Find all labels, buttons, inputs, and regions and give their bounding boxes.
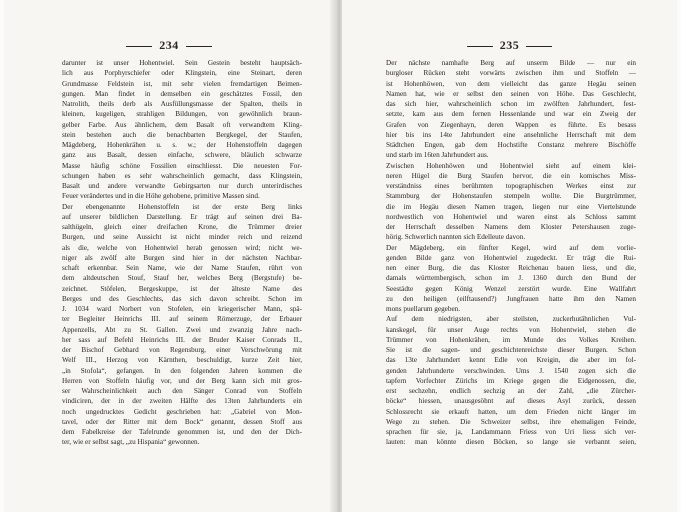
text-line: Sie ist die sagen- und geschichtenreichste dieser Burgen. Schon bbox=[386, 346, 636, 354]
text-line: Feuer verändertes und in die Höhe gehobene, primitive Massen sind. bbox=[62, 192, 260, 201]
text-line: böcke“ hiessen, unausgesöhnt auf dieses Asyl zurück, dessen bbox=[386, 397, 636, 406]
text-line: J. 1034 ward Norbert von Stofelen, ein kriegerischer Mann, spä- bbox=[62, 305, 302, 313]
right-page bbox=[342, 0, 677, 512]
text-line: neren Hügel die Burg Staufen hervor, die ein komisches Miss- bbox=[386, 171, 636, 180]
text-line: her sass auf Befehl Heinrichs III. der Bruder Kaiser Conrads II., bbox=[62, 335, 302, 344]
text-line: lich aus Porphyrschiefer oder Klingstein, eine Steinart, deren bbox=[62, 69, 302, 78]
text-line: das sich hier, wahrscheinlich schon im zwölften Jahrhundert, fest- bbox=[386, 100, 636, 108]
text-line: darunter ist unser Hohentwiel. Sein Gestein besteht hauptsäch- bbox=[62, 59, 302, 67]
text-line: noch ungedrucktes Gedicht geschrieben hat: „Gabriel von Mon- bbox=[62, 407, 302, 416]
folio-rule bbox=[467, 46, 493, 47]
text-line: Berges und des Geschlechts, das sich davon schreibt. Schon im bbox=[62, 294, 302, 303]
text-line: Schlossrecht sie erkauft hatten, um dem Frieden nicht länger im bbox=[386, 407, 636, 416]
text-line: als die, welche von Hohentwiel herab genossen wird; nicht we- bbox=[62, 243, 302, 252]
text-line: Welf III., Herzog von Kärnthen, beschuldigt, kurze Zeit hier, bbox=[62, 356, 302, 365]
right-page-number bbox=[342, 38, 677, 53]
text-line: Der nächste namhafte Berg auf unserm Bilde — nur ein bbox=[386, 59, 636, 67]
right-page-number-value: 235 bbox=[499, 38, 520, 52]
text-line: damals württembergisch, schon im J. 1360 durch den Bund der bbox=[386, 274, 636, 283]
text-line: burgloser Rücken steht vorwärts zwischen ihm und Stoffeln — bbox=[386, 69, 636, 78]
text-line: gungen. Man findet in demselben ein geschätztes Fossil, den bbox=[62, 89, 302, 98]
text-line: niger als zwölf alte Burgen sind hier in der nächsten Nachbar- bbox=[62, 253, 302, 262]
left-page bbox=[4, 0, 334, 512]
left-page-number-value: 234 bbox=[159, 38, 179, 52]
text-line: zu den heiligen (eilftausend?) Jungfrauen hatte ihm den Namen bbox=[386, 294, 636, 303]
text-line: Der Mägdeberg, ein fünfter Kegel, wird auf dem vorlie- bbox=[386, 243, 636, 252]
text-line: Seestädte gegen König Wenzel zerstört wurde. Eine Wallfahrt bbox=[386, 284, 636, 293]
text-line: Grafen von Ziegenhayn, deren Wappen es führte. Es besass bbox=[386, 120, 636, 129]
text-line: „in Stofola“, gefangen. In den folgenden Jahren kommen die bbox=[62, 366, 302, 375]
text-line: genden Jahrhunderte verschwinden. Ums J. 1540 zogen sich die bbox=[386, 366, 636, 375]
text-line: Zwischen Hohenhöwen und Hohentwiel sieht auf einem klei- bbox=[386, 161, 636, 170]
folio-rule bbox=[126, 46, 152, 47]
text-line: Stammburg der Hohenstaufen stempeln wollte. Die Burgtrümmer, bbox=[386, 192, 636, 201]
text-line: der Herrschaft desselben Namens dem Kloster Petershausen zuge- bbox=[386, 223, 636, 231]
text-line: Auf dem niedrigsten, aber steilsten, zuckerhutähnlichen Vul- bbox=[386, 315, 636, 324]
text-line: setzte, kam aus dem fernen Hessenlande und war ein Zweig der bbox=[386, 110, 636, 119]
text-line: sprachen für sie, ja, Landammann Friess von Uri liess sich ver- bbox=[386, 428, 636, 436]
text-line: Grundmasse Feldstein ist, mit sehr vielen fremdartigen Beimen- bbox=[62, 79, 302, 88]
text-line: das 13te Jahrhundert kennt Edle von Kreigin, die aber im fol- bbox=[386, 356, 636, 365]
text-line: vindiciren, der in der zweiten Hälfte des 13ten Jahrhunderts ein bbox=[62, 397, 302, 406]
right-page-body-text bbox=[386, 58, 636, 448]
text-line: Der ebengenannte Hohenstoffeln ist der erste Berg links bbox=[62, 202, 302, 211]
text-line: nordwestlich von Hohentwiel und waren einst als Schloss sammt bbox=[386, 212, 636, 221]
text-line: hörig. Schwerlich nannten sich Edelleute davon. bbox=[386, 233, 526, 242]
text-line: gelber Farbe. Aus ähnlichem, dem Basalt oft verwandtem Kling- bbox=[62, 120, 302, 129]
text-line: kanskegel, für unser Auge rechts von Hohentwiel, stehen die bbox=[386, 325, 636, 334]
text-line: tavel, oder der Ritter mit dem Bock“ genannt, dessen Stoff aus bbox=[62, 417, 302, 426]
text-line: genden Bilde ganz von Hohentwiel zugedeckt. Er trägt die Rui- bbox=[386, 253, 636, 262]
text-line: Appenzells, Abt zu St. Gallen. Zwei und zwanzig Jahre nach- bbox=[62, 325, 302, 334]
text-line: verständniss eines berühmten topographischen Werkes einst zur bbox=[386, 182, 636, 190]
left-page-body-text bbox=[62, 58, 302, 448]
text-line: tapfern Vorfechter Zürichs im Kriege gegen die Eidgenossen, die, bbox=[386, 376, 636, 385]
text-line: hier bis ins 14te Jahrhundert eine ansehnliche Herrschaft mit dem bbox=[386, 130, 636, 139]
text-line: nen einer Burg, die das Kloster Reichenau bauen liess, und die, bbox=[386, 264, 636, 272]
text-line: Trümmer von Hohenkrähen, im Munde des Volkes Kreihen. bbox=[386, 335, 636, 344]
text-line: dem Fabelkreise der Tafelrunde genommen ist, und den der Dich- bbox=[62, 428, 302, 436]
text-line: schaft erkennbar. Sein Name, wie der Name Staufen, rührt von bbox=[62, 264, 302, 272]
text-line: Burgen, und seine Aussicht ist nicht minder reich und reizend bbox=[62, 233, 302, 242]
text-line: der Bischof Gebhard von Regensburg, einer Verschwörung mit bbox=[62, 346, 302, 354]
text-line: schungen haben es sehr wahrscheinlich gemacht, dass Klingstein, bbox=[62, 171, 302, 180]
folio-rule bbox=[526, 46, 552, 47]
text-line: die im Hegäu diesen Namen tragen, liegen nur eine Viertelstunde bbox=[386, 202, 636, 211]
text-line: lauten: man könnte diesen Böcken, so lange sie verbannt seien, bbox=[386, 438, 636, 447]
folio-rule bbox=[186, 46, 212, 47]
text-line: Wege zu stehen. Die Schweizer selbst, ihre ehemaligen Feinde, bbox=[386, 417, 636, 426]
text-line: Basalt und andere verwandte Gebirgsarten nur durch unterirdisches bbox=[62, 182, 302, 190]
text-line: Masse häufig schöne Fossilien einschliesst. Die neuesten For- bbox=[62, 161, 302, 170]
text-line: und starb im 16ten Jahrhundert aus. bbox=[386, 151, 489, 160]
text-line: ist Hohenhöwen, von dem vielleicht das ganze Hegäu seinen bbox=[386, 79, 636, 88]
text-line: Natrolith, theils derb als Ausfüllungsmasse der Spalten, theils in bbox=[62, 100, 302, 108]
text-line: zeichnet. Stöfelen, Bergeskuppe, ist der älteste Name des bbox=[62, 284, 302, 293]
left-page-number bbox=[4, 38, 334, 53]
text-line: Namen hat, wie er selbst den seinen von Höhe. Das Geschlecht, bbox=[386, 89, 636, 98]
text-line: Herren von Stoffeln häufig vor, und der Berg kann sich mit gros- bbox=[62, 376, 302, 385]
text-line: kleinen, kugeligen, strahligen Bildungen, von gewöhnlich braun- bbox=[62, 110, 302, 119]
text-line: stein bestehen auch die benachbarten Bergkegel, der Staufen, bbox=[62, 130, 302, 139]
text-line: salthügeln, gleich einer dreifachen Krone, die Trümmer dreier bbox=[62, 223, 302, 231]
text-line: dem altdeutschen Stouf, Stauf her, welches Berg (Bergstufe) be- bbox=[62, 274, 302, 283]
text-line: mons puellarum gegeben. bbox=[386, 305, 461, 313]
text-line: erst sechzehn, endlich sechzig an der Zahl, „die Zürcher- bbox=[386, 387, 636, 395]
text-line: ter, wie er selbst sagt, „zu Hispania“ gewonnen. bbox=[62, 438, 200, 447]
text-line: ganz aus Basalt, dessen einfache, schwere, bläulich schwarze bbox=[62, 151, 302, 160]
text-line: Mägdeberg, Hohenkrähen u. s. w.; der Hohenstoffeln dagegen bbox=[62, 141, 302, 149]
text-line: ser Wahrscheinlichkeit auch den Sänger Conrad von Stoffeln bbox=[62, 387, 302, 395]
text-line: auf unserer bildlichen Darstellung. Er trägt auf seinen drei Ba- bbox=[62, 212, 302, 221]
text-line: Städtchen Engen, gab dem Hochstifte Constanz mehrere Bischöffe bbox=[386, 141, 636, 149]
text-line: ter Begleiter Heinrichs III. auf seinem Römerzuge, der Erbauer bbox=[62, 315, 302, 324]
